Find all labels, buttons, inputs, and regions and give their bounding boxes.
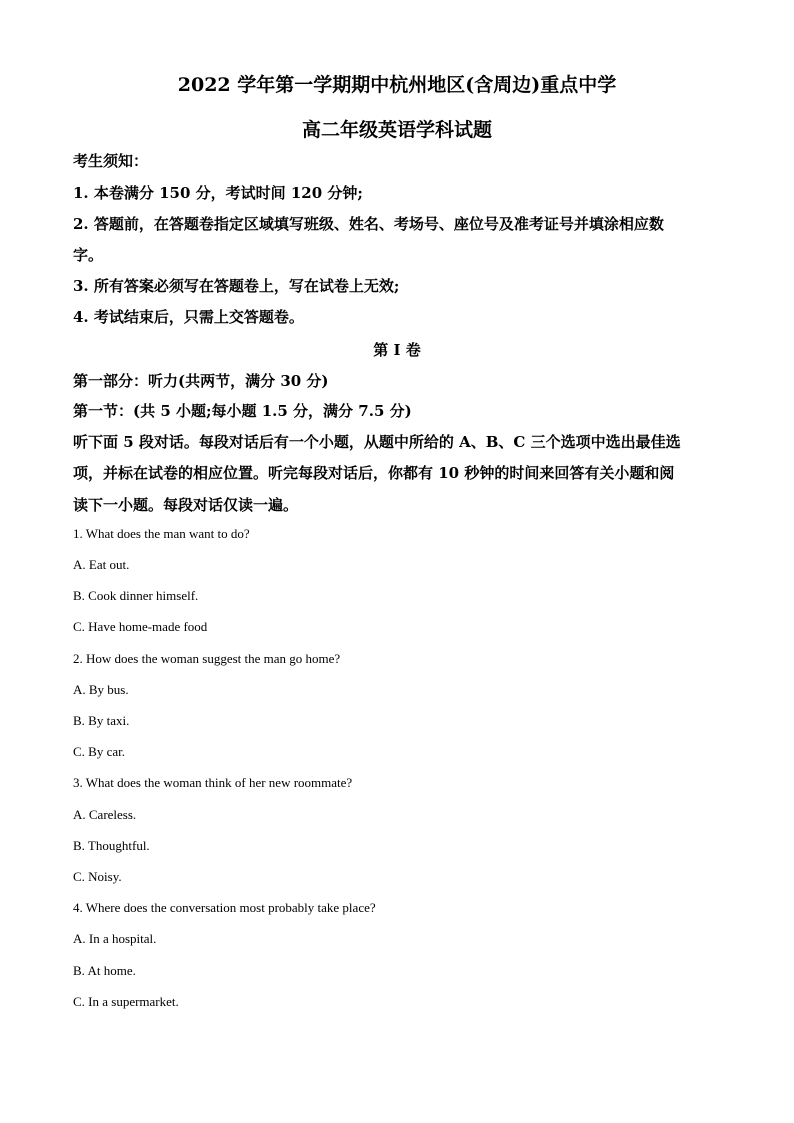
option-1a: A. Eat out.	[73, 557, 130, 572]
instructions-line-3: 读下一小题。每段对话仅读一遍。	[73, 496, 299, 514]
part-heading: 第一部分：听力(共两节，满分 30 分)	[73, 372, 329, 390]
notice-item-2: 2. 答题前，在答题卷指定区域填写班级、姓名、考场号、座位号及准考证号并填涂相应数	[73, 215, 664, 233]
question-1: 1. What does the man want to do?	[73, 526, 250, 541]
option-2a: A. By bus.	[73, 682, 129, 697]
question-4: 4. Where does the conversation most probably take place?	[73, 900, 376, 915]
section-heading: 第一节：(共 5 小题;每小题 1.5 分，满分 7.5 分)	[73, 402, 412, 420]
option-3c: C. Noisy.	[73, 869, 122, 884]
question-3: 3. What does the woman think of her new roommate?	[73, 775, 353, 790]
notice-heading: 考生须知：	[73, 152, 149, 170]
notice-item-2-cont: 字。	[73, 246, 104, 264]
option-4b: B. At home.	[73, 963, 136, 978]
notice-item-1: 1. 本卷满分 150 分，考试时间 120 分钟;	[73, 184, 363, 202]
option-2c: C. By car.	[73, 744, 125, 759]
question-2: 2. How does the woman suggest the man go home?	[73, 651, 341, 666]
option-4c: C. In a supermarket.	[73, 994, 179, 1009]
instructions-line-2: 项，并标在试卷的相应位置。听完每段对话后，你都有 10 秒钟的时间来回答有关小题和阅	[73, 464, 675, 482]
instructions-line-1: 听下面 5 段对话。每段对话后有一个小题，从题中所给的 A、B、C 三个选项中选出最佳选	[73, 433, 681, 451]
notice-item-3: 3. 所有答案必须写在答题卷上，写在试卷上无效;	[73, 277, 400, 295]
option-4a: A. In a hospital.	[73, 931, 157, 946]
option-3a: A. Careless.	[73, 807, 137, 822]
option-1c: C. Have home-made food	[73, 619, 208, 634]
volume-heading: 第 I 卷	[373, 341, 421, 359]
option-1b: B. Cook dinner himself.	[73, 588, 199, 603]
notice-item-4: 4. 考试结束后，只需上交答题卷。	[73, 308, 304, 326]
exam-title: 2022 学年第一学期期中杭州地区(含周边)重点中学	[177, 74, 617, 96]
option-3b: B. Thoughtful.	[73, 838, 150, 853]
exam-subtitle: 高二年级英语学科试题	[301, 119, 492, 141]
option-2b: B. By taxi.	[73, 713, 130, 728]
